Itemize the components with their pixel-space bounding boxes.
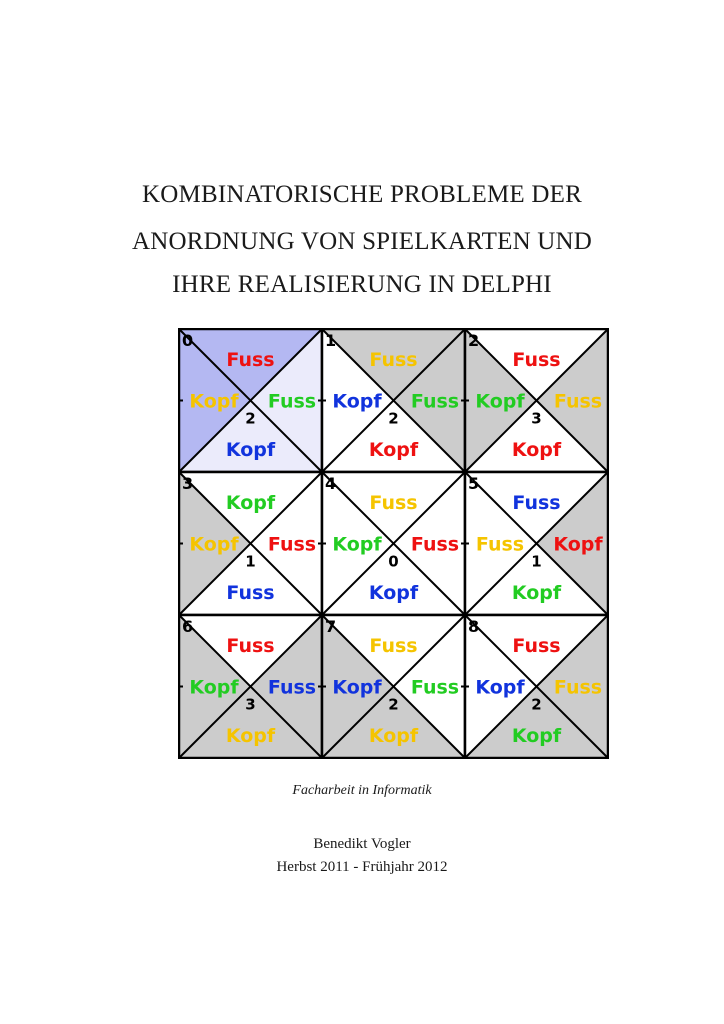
card-rotation-label: 2 — [388, 695, 399, 714]
card-top-label: Fuss — [226, 349, 275, 371]
card-rotation-label: 2 — [531, 695, 542, 714]
card-rotation-label: 1 — [245, 552, 256, 571]
card-rotation-label: 2 — [388, 409, 399, 428]
card-bottom-label: Kopf — [368, 582, 419, 604]
card-5 — [461, 472, 608, 615]
card-7 — [318, 615, 465, 758]
title-line-1: KOMBINATORISCHE PROBLEME DER — [142, 181, 582, 208]
card-index-label: 1 — [325, 331, 337, 350]
card-top-label: Fuss — [369, 635, 418, 657]
card-rotation-label: 0 — [388, 552, 399, 571]
card-left-label: Kopf — [189, 676, 239, 699]
card-top-label: Kopf — [225, 492, 276, 514]
card-bottom-label: Kopf — [225, 439, 276, 461]
card-left-label: Kopf — [475, 390, 525, 413]
card-bottom-label: Kopf — [225, 725, 276, 747]
card-4 — [318, 472, 465, 615]
card-index-label: 7 — [325, 617, 337, 636]
card-2 — [461, 329, 608, 472]
card-right-label: Fuss — [267, 390, 317, 413]
card-right-label: Kopf — [553, 533, 603, 556]
card-left-label: Kopf — [475, 676, 525, 699]
card-bottom-label: Kopf — [511, 582, 562, 604]
title-line-3: IHRE REALISIERUNG IN DELPHI — [172, 271, 552, 298]
card-puzzle-figure — [178, 328, 609, 759]
card-0 — [178, 329, 322, 472]
author: Benedikt Vogler — [313, 836, 411, 852]
card-bottom-label: Kopf — [511, 725, 562, 747]
title-line-2: ANORDNUNG VON SPIELKARTEN UND — [131, 228, 593, 255]
card-right-label: Fuss — [553, 390, 603, 413]
card-bottom-label: Kopf — [368, 725, 419, 747]
card-left-label: Kopf — [332, 676, 382, 699]
card-top-label: Fuss — [512, 349, 561, 371]
card-3 — [178, 472, 322, 615]
card-right-label: Fuss — [267, 533, 317, 556]
card-left-label: Kopf — [189, 390, 239, 413]
card-top-label: Fuss — [226, 635, 275, 657]
card-6 — [178, 615, 322, 758]
card-right-label: Fuss — [267, 676, 317, 699]
card-top-label: Fuss — [369, 349, 418, 371]
card-1 — [318, 329, 465, 472]
period: Herbst 2011 - Frühjahr 2012 — [276, 859, 448, 875]
card-index-label: 2 — [468, 331, 480, 350]
card-rotation-label: 2 — [245, 409, 256, 428]
card-8 — [461, 615, 608, 758]
card-right-label: Fuss — [410, 533, 460, 556]
card-top-label: Fuss — [369, 492, 418, 514]
card-bottom-label: Kopf — [511, 439, 562, 461]
card-index-label: 0 — [182, 331, 194, 350]
card-top-label: Fuss — [512, 635, 561, 657]
card-right-label: Fuss — [553, 676, 603, 699]
card-index-label: 3 — [182, 474, 194, 493]
card-left-label: Kopf — [332, 533, 382, 556]
card-index-label: 4 — [325, 474, 337, 493]
card-index-label: 8 — [468, 617, 480, 636]
subtitle: Facharbeit in Informatik — [292, 783, 432, 798]
card-left-label: Fuss — [475, 533, 525, 556]
card-rotation-label: 1 — [531, 552, 542, 571]
card-right-label: Fuss — [410, 676, 460, 699]
card-left-label: Kopf — [189, 533, 239, 556]
card-rotation-label: 3 — [531, 409, 542, 428]
card-rotation-label: 3 — [245, 695, 256, 714]
card-right-label: Fuss — [410, 390, 460, 413]
card-left-label: Kopf — [332, 390, 382, 413]
card-top-label: Fuss — [512, 492, 561, 514]
card-bottom-label: Kopf — [368, 439, 419, 461]
card-bottom-label: Fuss — [226, 582, 275, 604]
card-index-label: 5 — [468, 474, 480, 493]
card-index-label: 6 — [182, 617, 194, 636]
